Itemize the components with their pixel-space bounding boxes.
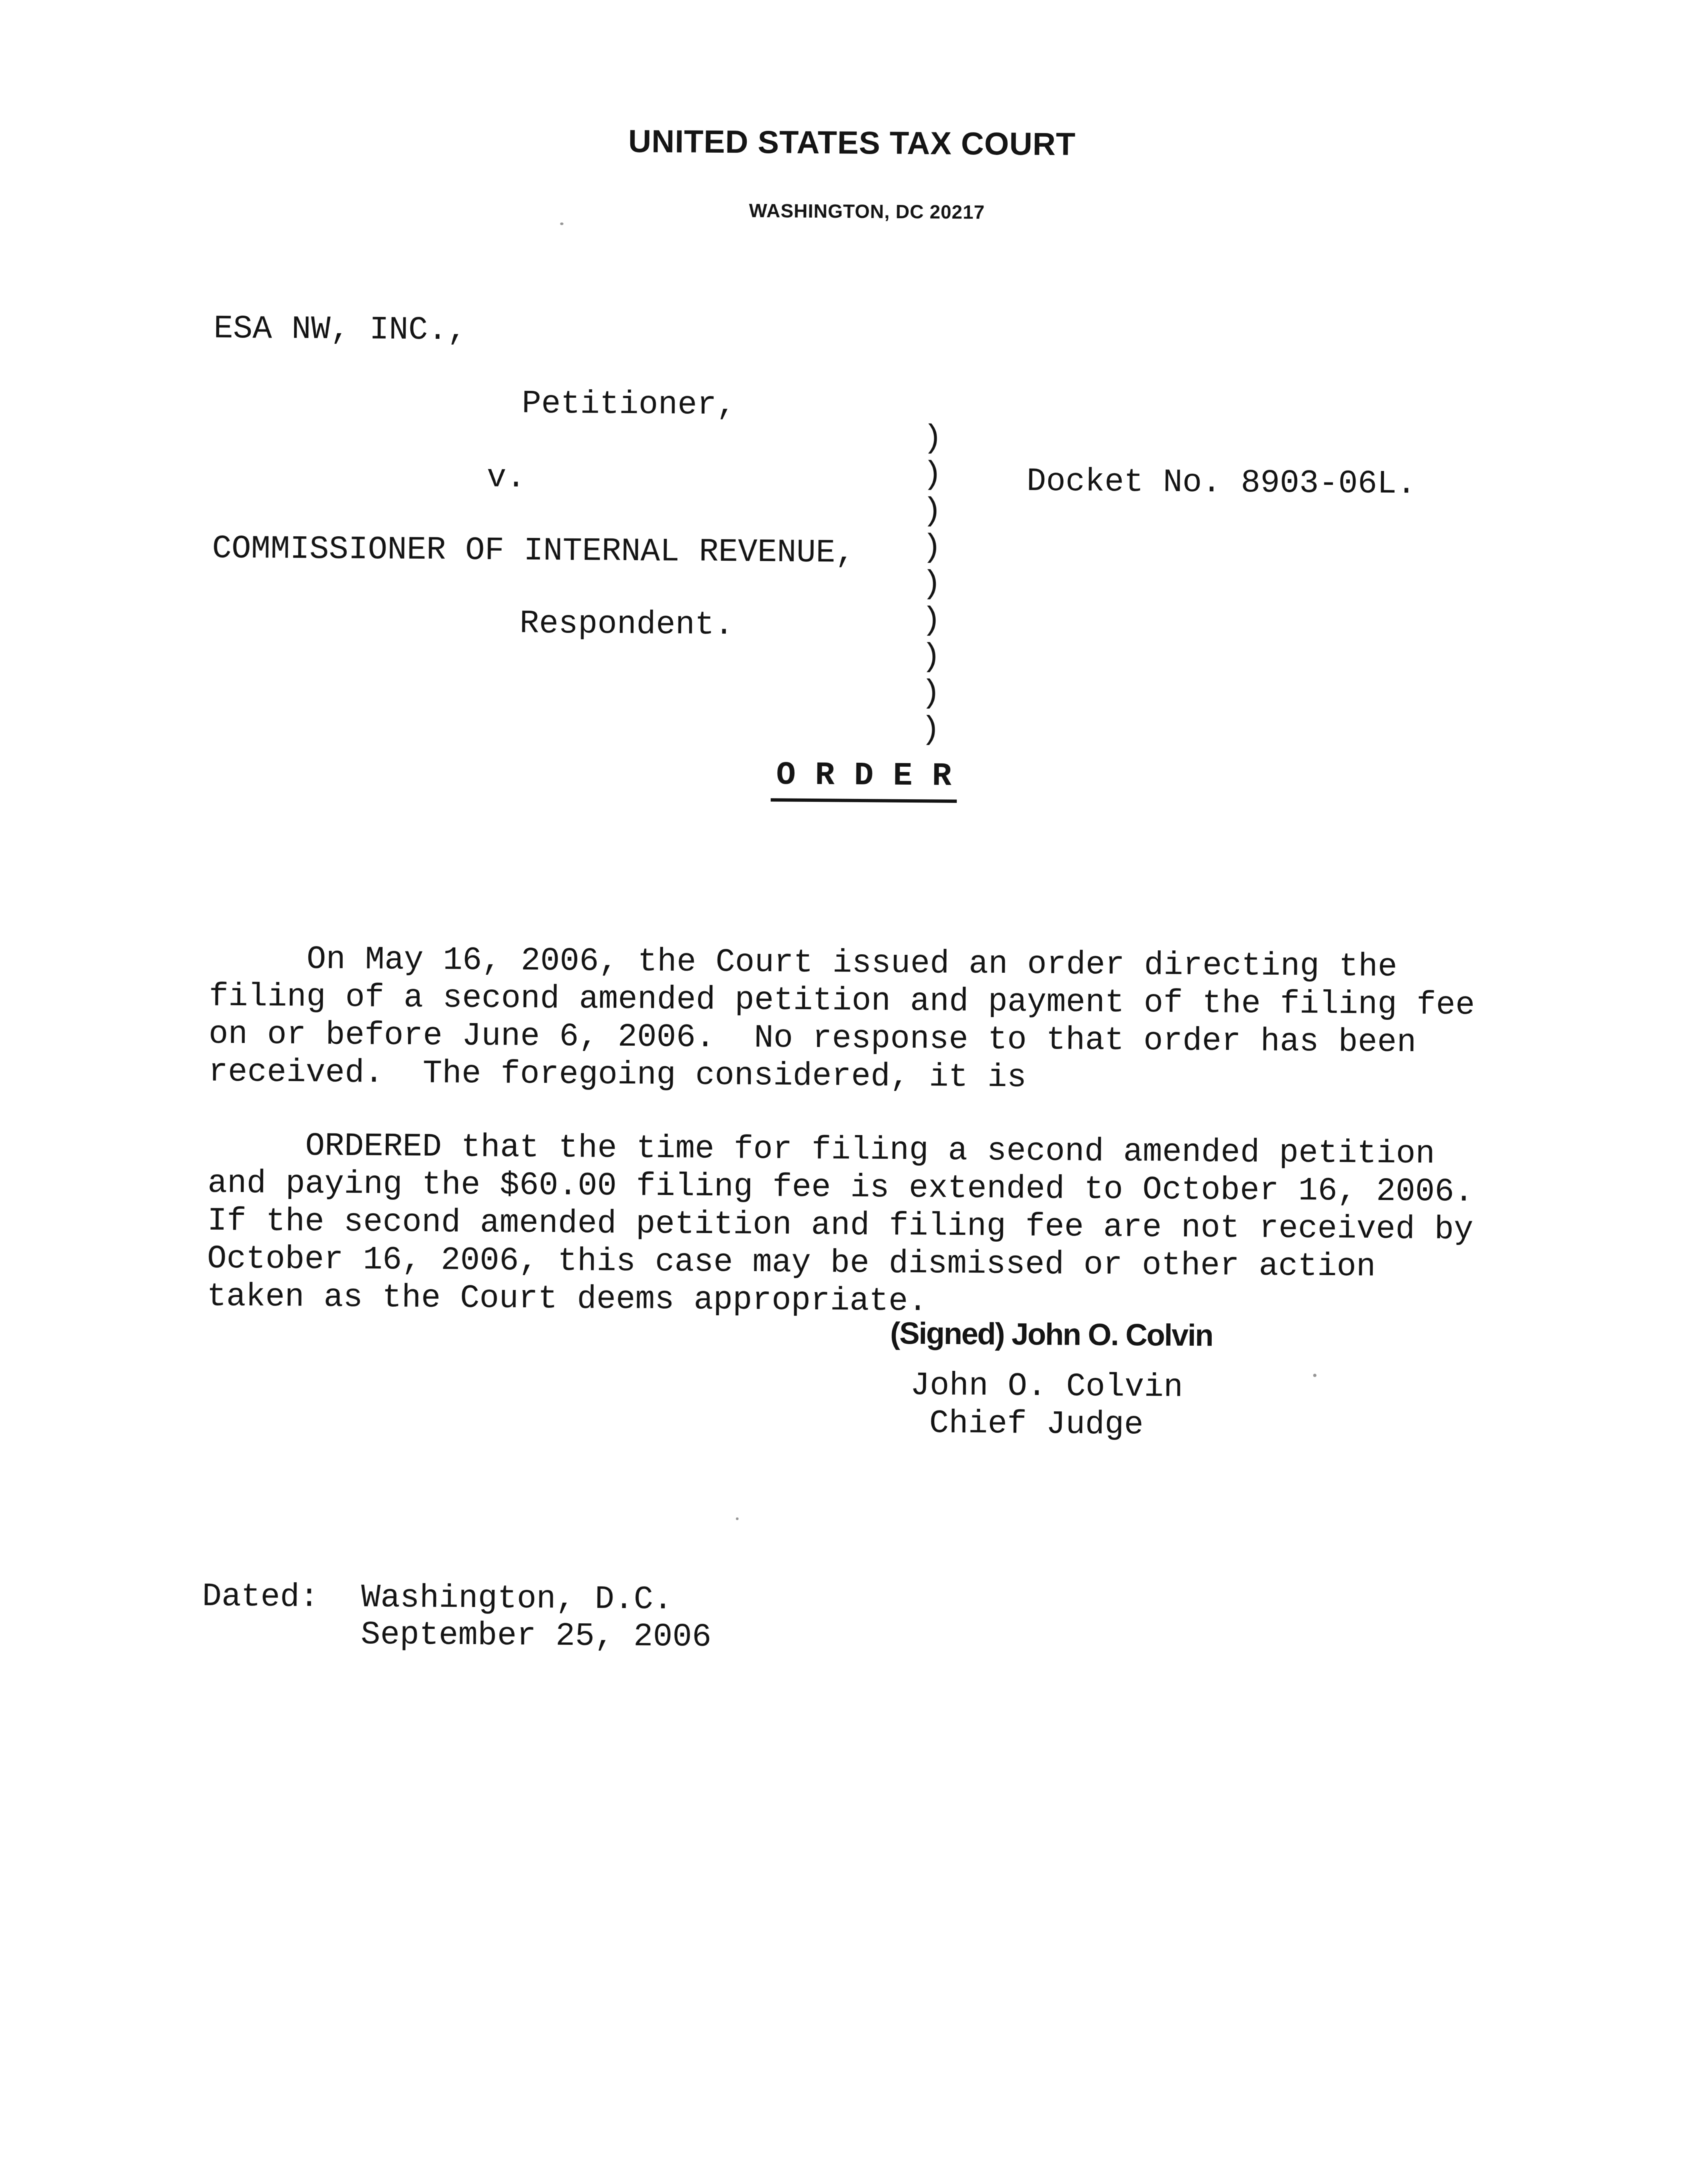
body-line: On May 16, 2006, the Court issued an order directing the <box>209 940 1398 986</box>
respondent-label: Respondent. <box>519 605 735 644</box>
scan-speck <box>736 1518 739 1520</box>
order-heading: O R D E R <box>771 756 957 803</box>
body-line: ORDERED that the time for filing a second amended petition <box>207 1127 1435 1173</box>
caption-paren-mark: ) <box>923 419 943 457</box>
caption-paren-mark: ) <box>921 601 942 639</box>
body-line: filing of a second amended petition and payment of the filing fee <box>209 978 1475 1024</box>
dated-label: Dated: <box>201 1578 319 1616</box>
scan-speck <box>1313 1374 1317 1377</box>
caption-paren-mark: ) <box>922 529 942 566</box>
petitioner-label: Petitioner, <box>521 385 737 424</box>
body-line: and paying the $60.00 filing fee is extended to October 16, 2006. <box>207 1165 1474 1211</box>
petitioner-name: ESA NW, INC., <box>213 310 467 349</box>
body-line: October 16, 2006, this case may be dismissed or other action <box>207 1240 1376 1286</box>
versus-label: v. <box>486 459 526 497</box>
dated-place: Washington, D.C. <box>360 1579 673 1619</box>
caption-paren-column <box>921 311 1041 749</box>
signature-stamp: (Signed) John O. Colvin <box>890 1316 1213 1353</box>
caption-paren-mark: ) <box>921 565 942 603</box>
dated-date: September 25, 2006 <box>360 1616 712 1656</box>
docket-number: Docket No. 8903-06L. <box>1026 462 1417 503</box>
caption-paren-mark: ) <box>921 674 941 712</box>
body-line: If the second amended petition and filing fee are not received by <box>207 1202 1474 1249</box>
caption-paren-mark: ) <box>921 711 941 749</box>
judge-name: John O. Colvin <box>910 1367 1184 1406</box>
court-address: WASHINGTON, DC 20217 <box>748 200 985 224</box>
scan-speck <box>560 223 564 225</box>
court-name-heading: UNITED STATES TAX COURT <box>628 124 1076 163</box>
respondent-name: COMMISSIONER OF INTERNAL REVENUE, <box>212 530 855 572</box>
body-line: taken as the Court deems appropriate. <box>207 1278 928 1320</box>
judge-title: Chief Judge <box>929 1404 1144 1444</box>
body-line: on or before June 6, 2006. No response to that order has been <box>208 1015 1417 1061</box>
order-paragraph-2 <box>207 1014 1474 1324</box>
body-line: received. The foregoing considered, it is <box>208 1053 1027 1096</box>
caption-paren-mark: ) <box>922 492 943 530</box>
caption-paren-mark: ) <box>922 456 943 494</box>
caption-paren-mark: ) <box>921 638 941 676</box>
